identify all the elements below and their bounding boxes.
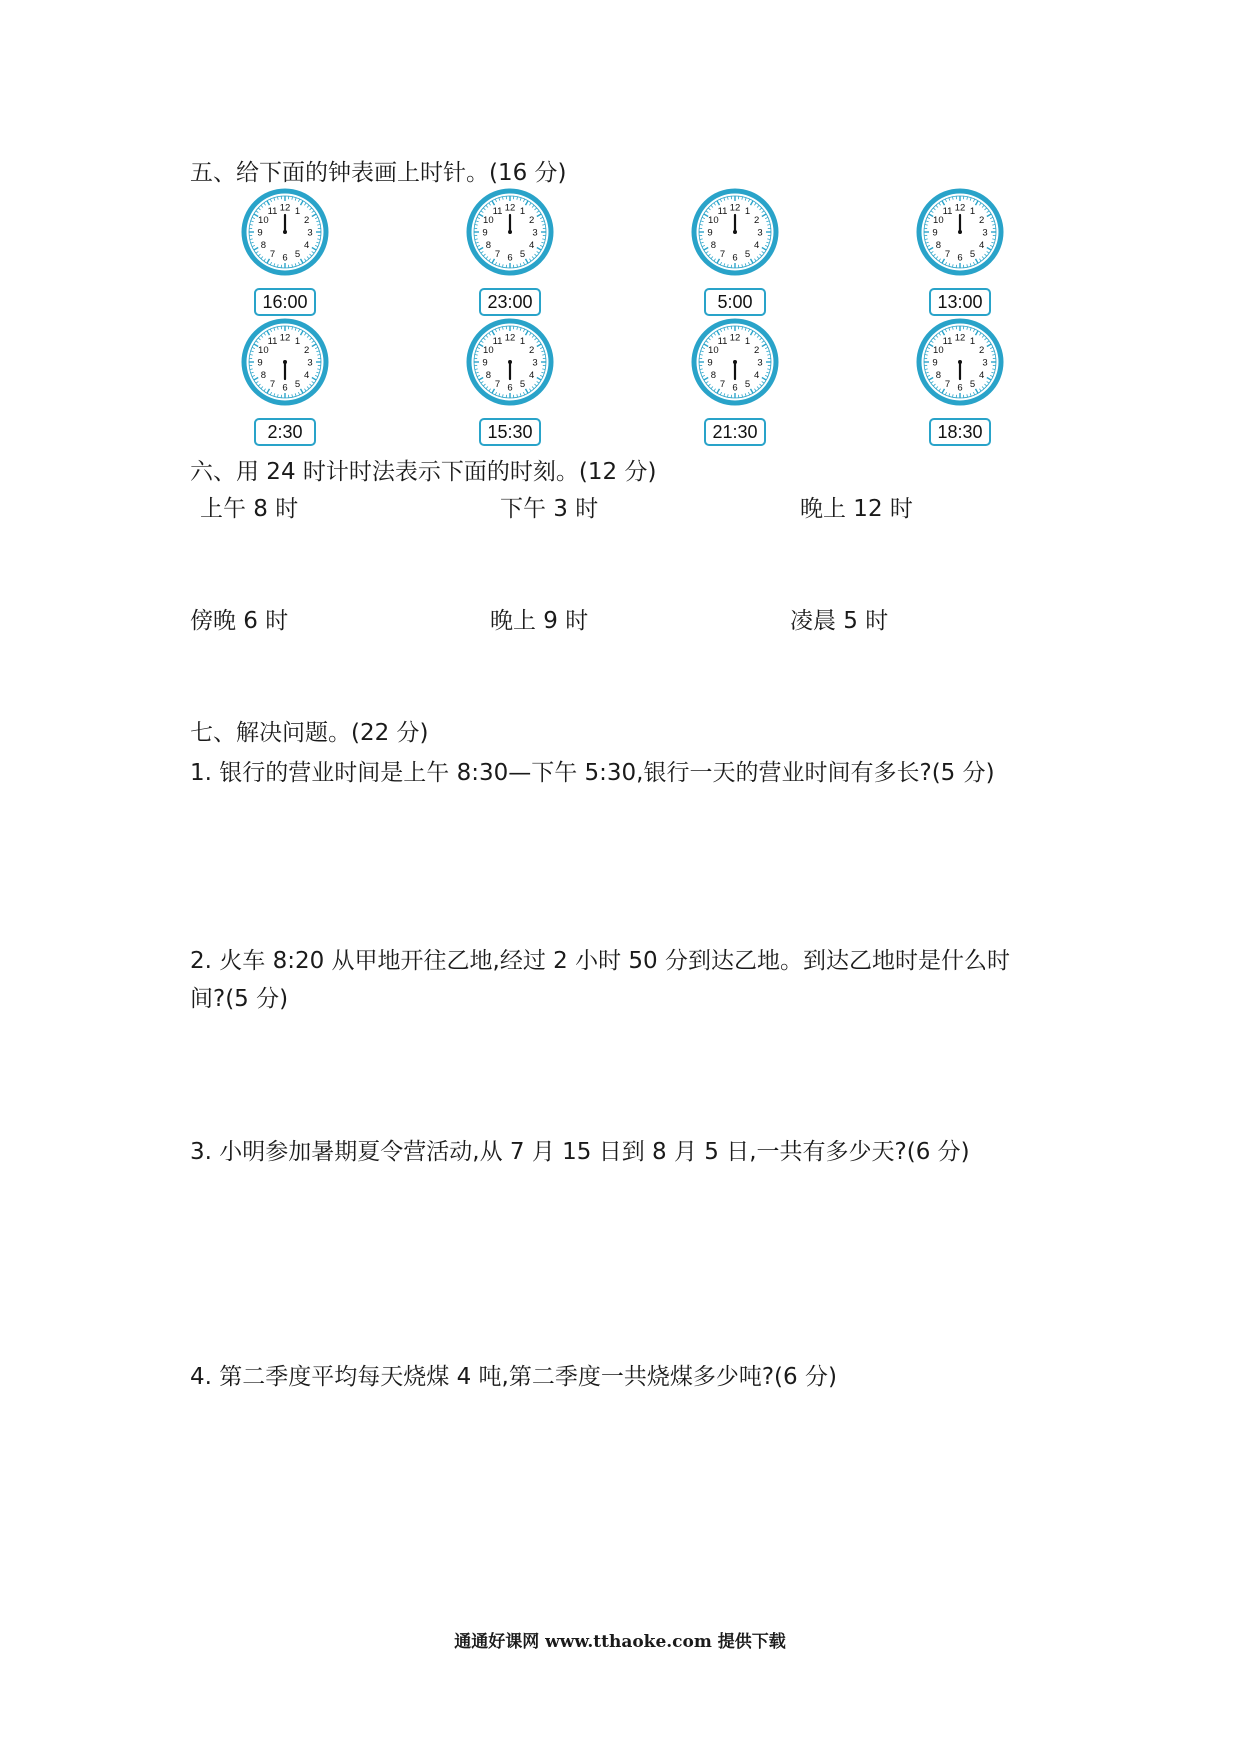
dial-number: 2 [304,215,310,226]
dial-number: 9 [707,227,713,239]
dial-number: 4 [304,370,310,381]
clock-time-label: 21:30 [704,418,766,446]
dial-number: 5 [519,249,526,261]
clock-time-label: 15:30 [479,418,541,446]
dial-number: 3 [307,227,313,239]
dial-number: 5 [744,249,751,261]
dial-number: 9 [932,357,938,369]
dial-number: 6 [732,382,738,394]
clock-time-label: 16:00 [254,288,316,316]
dial-number: 7 [944,249,951,261]
dial-number: 6 [957,252,963,264]
dial-number: 2 [529,215,535,226]
section7-title: 七、解决问题。(22 分) [190,720,429,746]
dial-number: 10 [258,215,269,226]
dial-number: 7 [269,379,276,391]
dial-number: 2 [754,345,760,356]
time-item-2: 下午 3 时 [500,496,599,522]
dial-number: 8 [935,370,941,381]
clock-face [915,187,1005,277]
dial-number: 8 [485,240,491,251]
dial-number: 9 [707,357,713,369]
dial-number: 6 [507,382,513,394]
dial-number: 1 [744,205,751,217]
time-item-3: 晚上 12 时 [800,496,913,522]
dial-number: 12 [279,332,291,344]
dial-number: 12 [729,332,741,344]
dial-number: 1 [519,205,526,217]
dial-number: 10 [933,215,944,226]
question-1: 1. 银行的营业时间是上午 8:30—下午 5:30,银行一天的营业时间有多长?(5 分) [190,760,995,786]
question-3: 3. 小明参加暑期夏令营活动,从 7 月 15 日到 8 月 5 日,一共有多少天?(6 分) [190,1139,970,1165]
dial-number: 11 [942,205,953,217]
dial-number: 2 [304,345,310,356]
dial-number: 10 [483,215,494,226]
dial-number: 11 [267,335,278,347]
dial-number: 1 [744,335,751,347]
dial-number: 4 [979,370,985,381]
dial-number: 7 [944,379,951,391]
dial-number: 12 [729,202,741,214]
dial-number: 10 [933,345,944,356]
dial-number: 11 [267,205,278,217]
dial-number: 12 [504,332,516,344]
clock-face [240,317,330,407]
dial-number: 5 [519,379,526,391]
dial-number: 3 [532,227,538,239]
dial-number: 8 [260,240,266,251]
dial-number: 7 [494,249,501,261]
dial-number: 1 [294,335,301,347]
dial-number: 12 [954,202,966,214]
dial-number: 12 [954,332,966,344]
dial-number: 9 [257,227,263,239]
time-item-6: 凌晨 5 时 [790,608,889,634]
clock-face [690,317,780,407]
dial-number: 10 [483,345,494,356]
clock-face [465,187,555,277]
dial-number: 2 [979,345,985,356]
footer-download-note: 通通好课网 www.tthaoke.com 提供下载 [454,1632,786,1652]
dial-number: 4 [529,370,535,381]
clock-time-label: 2:30 [254,418,316,446]
time-item-1: 上午 8 时 [200,496,299,522]
dial-number: 11 [717,205,728,217]
dial-number: 11 [492,335,503,347]
dial-number: 8 [260,370,266,381]
dial-number: 3 [757,357,763,369]
dial-number: 5 [744,379,751,391]
dial-number: 3 [307,357,313,369]
dial-number: 10 [708,345,719,356]
time-item-4: 傍晚 6 时 [190,608,289,634]
dial-number: 9 [932,227,938,239]
dial-number: 6 [282,252,288,264]
dial-number: 1 [969,205,976,217]
clock-time-label: 18:30 [929,418,991,446]
dial-number: 10 [708,215,719,226]
clock-face [465,317,555,407]
clock-face [690,187,780,277]
dial-number: 4 [754,240,760,251]
section5-title: 五、给下面的钟表画上时针。(16 分) [190,160,567,186]
dial-number: 5 [969,379,976,391]
question-2-line-2: 间?(5 分) [190,986,289,1012]
clock-time-label: 5:00 [704,288,766,316]
dial-number: 12 [504,202,516,214]
dial-number: 8 [485,370,491,381]
question-2-line-1: 2. 火车 8:20 从甲地开往乙地,经过 2 小时 50 分到达乙地。到达乙地时是什么时 [190,948,1010,974]
clock-face [915,317,1005,407]
dial-number: 8 [710,240,716,251]
dial-number: 7 [269,249,276,261]
dial-number: 8 [710,370,716,381]
dial-number: 12 [279,202,291,214]
clock-time-label: 13:00 [929,288,991,316]
dial-number: 7 [719,249,726,261]
dial-number: 3 [982,227,988,239]
dial-number: 4 [304,240,310,251]
dial-number: 3 [532,357,538,369]
section6-title: 六、用 24 时计时法表示下面的时刻。(12 分) [190,459,657,485]
dial-number: 7 [719,379,726,391]
dial-number: 1 [519,335,526,347]
clock-time-label: 23:00 [479,288,541,316]
dial-number: 5 [294,249,301,261]
dial-number: 9 [482,357,488,369]
dial-number: 6 [732,252,738,264]
time-item-5: 晚上 9 时 [490,608,589,634]
dial-number: 8 [935,240,941,251]
question-4: 4. 第二季度平均每天烧煤 4 吨,第二季度一共烧煤多少吨?(6 分) [190,1364,837,1390]
dial-number: 11 [492,205,503,217]
dial-number: 3 [982,357,988,369]
dial-number: 1 [969,335,976,347]
dial-number: 2 [529,345,535,356]
dial-number: 10 [258,345,269,356]
dial-number: 9 [482,227,488,239]
dial-number: 6 [957,382,963,394]
dial-number: 2 [754,215,760,226]
dial-number: 7 [494,379,501,391]
dial-number: 4 [979,240,985,251]
dial-number: 6 [282,382,288,394]
dial-number: 11 [717,335,728,347]
dial-number: 4 [529,240,535,251]
dial-number: 4 [754,370,760,381]
clock-face [240,187,330,277]
dial-number: 5 [969,249,976,261]
dial-number: 6 [507,252,513,264]
dial-number: 2 [979,215,985,226]
dial-number: 1 [294,205,301,217]
dial-number: 11 [942,335,953,347]
dial-number: 5 [294,379,301,391]
dial-number: 9 [257,357,263,369]
dial-number: 3 [757,227,763,239]
